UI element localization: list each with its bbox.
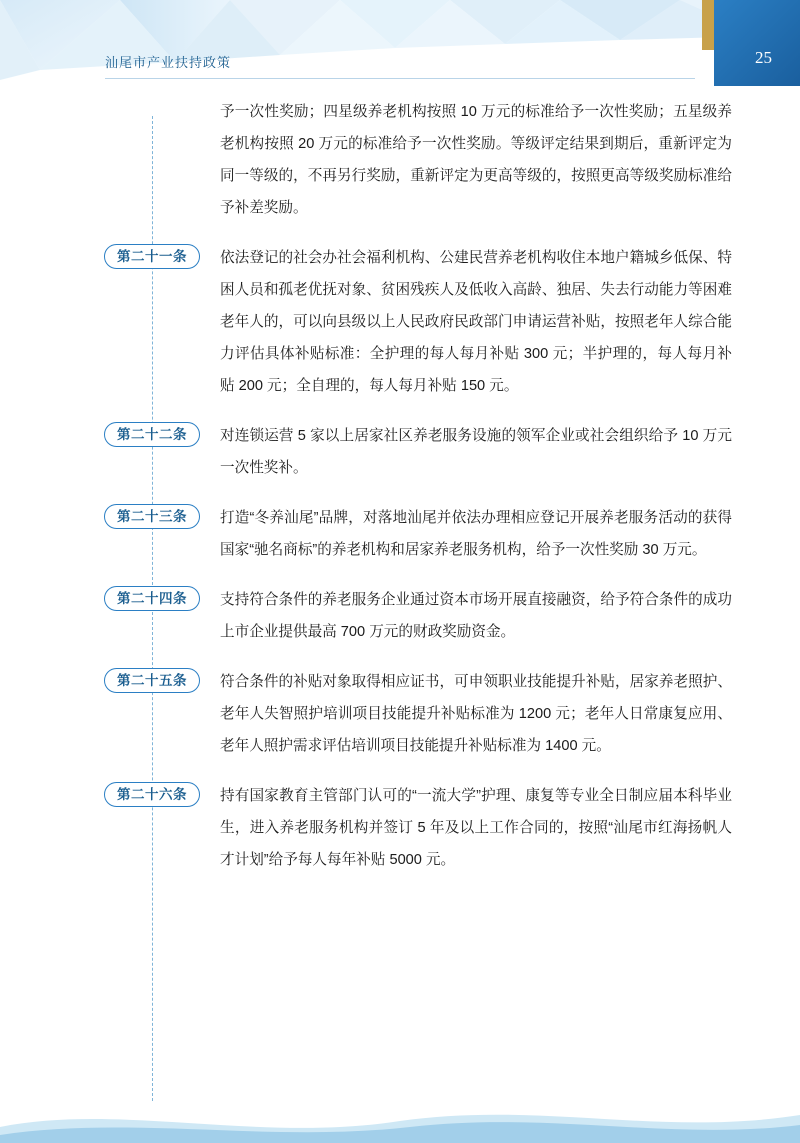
page-number: 25 <box>755 48 772 67</box>
clause-entry <box>0 420 800 484</box>
clause-badge-container <box>100 420 204 447</box>
clause-badge-container <box>100 666 204 693</box>
clause-text: 对连锁运营 5 家以上居家社区养老服务设施的领军企业或社会组织给予 10 万元一次性奖补。 <box>220 428 732 476</box>
footer-wave-graphic <box>0 1097 800 1143</box>
page-header-decoration <box>0 0 800 86</box>
clause-text: 持有国家教育主管部门认可的“一流大学”护理、康复等专业全日制应届本科毕业生，进入养老服务机构并签订 5 年及以上工作合同的，按照“汕尾市红海扬帆人才计划”给予每人每年补贴 5000 元。 <box>220 788 732 868</box>
clause-badge-container <box>100 96 204 98</box>
clause-badge: 第二十一条 <box>104 244 200 269</box>
clause-text: 予一次性奖励；四星级养老机构按照 10 万元的标准给予一次性奖励；五星级养老机构按照 20 万元的标准给予一次性奖励。等级评定结果到期后，重新评定为同一等级的，不再另行奖励，重新评定为更高等级的，按照更高等级奖励标准给予补差奖励。 <box>220 104 732 216</box>
clause-badge: 第二十四条 <box>104 586 200 611</box>
clause-entry <box>0 666 800 762</box>
clause-text: 符合条件的补贴对象取得相应证书，可申领职业技能提升补贴，居家养老照护、老年人失智照护培训项目技能提升补贴标准为 1200 元；老年人日常康复应用、老年人照护需求评估培训项目技能提升补贴标准为 1400 元。 <box>220 674 732 754</box>
header-divider <box>105 78 695 79</box>
clause-text: 依法登记的社会办社会福利机构、公建民营养老机构收住本地户籍城乡低保、特困人员和孤老优抚对象、贫困残疾人及低收入高龄、独居、失去行动能力等困难老年人的，可以向县级以上人民政府民政部门申请运营补贴，按照老年人综合能力评估具体补贴标准：全护理的每人每月补贴 300 元；半护理的，每人每月补贴 200 元；全自理的，每人每月补贴 150 元。 <box>220 250 732 394</box>
clause-text: 打造“冬养汕尾”品牌，对落地汕尾并依法办理相应登记开展养老服务活动的获得国家“驰名商标”的养老机构和居家养老服务机构，给予一次性奖励 30 万元。 <box>220 510 732 558</box>
clause-badge: 第二十三条 <box>104 504 200 529</box>
clause-entry <box>0 502 800 566</box>
clause-entry <box>0 96 800 224</box>
page-number-tab <box>714 0 800 86</box>
clause-badge: 第二十六条 <box>104 782 200 807</box>
clause-badge-container <box>100 242 204 269</box>
clause-badge-container <box>100 502 204 529</box>
clause-entry <box>0 780 800 876</box>
page-title: 汕尾市产业扶持政策 <box>105 55 232 70</box>
page-footer-decoration <box>0 1097 800 1143</box>
clause-badge: 第二十二条 <box>104 422 200 447</box>
document-body <box>0 96 800 894</box>
clause-badge-container <box>100 780 204 807</box>
clause-badge: 第二十五条 <box>104 668 200 693</box>
page-tab-gold-accent <box>702 0 714 50</box>
header-triangles-graphic <box>0 0 800 86</box>
clause-text: 支持符合条件的养老服务企业通过资本市场开展直接融资，给予符合条件的成功上市企业提供最高 700 万元的财政奖励资金。 <box>220 592 732 640</box>
clause-badge-container <box>100 584 204 611</box>
clause-entry <box>0 242 800 402</box>
clause-entry <box>0 584 800 648</box>
